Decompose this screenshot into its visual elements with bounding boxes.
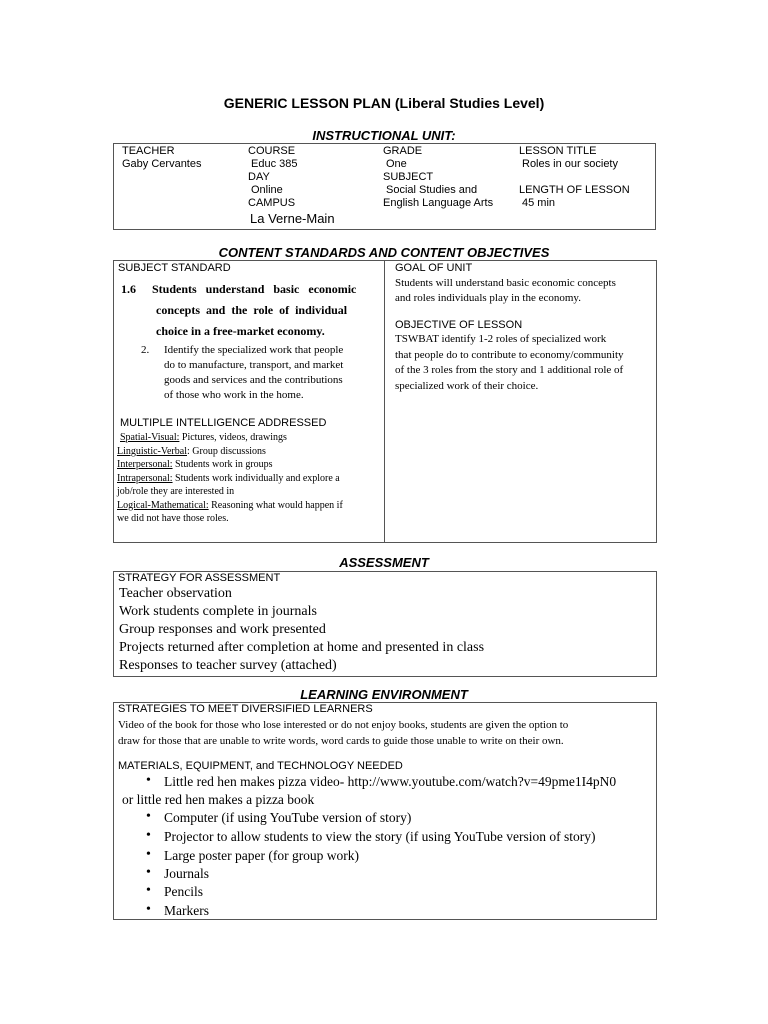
mi-desc: Reasoning what would happen if — [208, 499, 343, 511]
assessment-item: Work students complete in journals — [119, 604, 317, 619]
assessment-item: Responses to teacher survey (attached) — [119, 658, 337, 673]
materials-item: Large poster paper (for group work) — [164, 848, 360, 863]
assessment-strategy-label: STRATEGY FOR ASSESSMENT — [118, 572, 281, 584]
lesson-title-label: LESSON TITLE — [519, 145, 597, 157]
mi-term: Spatial-Visual: — [120, 432, 180, 443]
mi-desc: Students work in groups — [172, 459, 273, 470]
teacher-label: TEACHER — [122, 145, 175, 157]
instructional-unit-heading: INSTRUCTIONAL UNIT: — [312, 128, 456, 143]
mi-desc: : Group discussions — [186, 445, 266, 457]
diversified-line-2: draw for those that are unable to write words, word cards to guide those unable to write on their own. — [118, 735, 564, 747]
sub-standard-line-1: Identify the specialized work that people — [164, 344, 344, 356]
goal-line-1: Students will understand basic economic concepts — [395, 277, 616, 289]
mi-desc: job/role they are interested in — [117, 486, 235, 497]
mi-label: MULTIPLE INTELLIGENCE ADDRESSED — [120, 417, 327, 429]
bullet-icon: • — [146, 828, 151, 843]
diversified-learners-label: STRATEGIES TO MEET DIVERSIFIED LEARNERS — [118, 703, 373, 715]
goal-label: GOAL OF UNIT — [395, 262, 473, 274]
materials-item: Journals — [164, 866, 209, 881]
subject-standard-label: SUBJECT STANDARD — [118, 262, 231, 274]
subject-value-line1: Social Studies and — [386, 184, 478, 196]
assessment-list — [119, 585, 484, 675]
mi-term: Intrapersonal: — [117, 472, 173, 484]
grade-value: One — [386, 158, 407, 170]
goal-line-2: and roles individuals play in the economy. — [395, 292, 581, 304]
materials-item: Computer (if using YouTube version of story) — [164, 810, 412, 825]
objective-text — [395, 332, 624, 394]
mi-desc: we did not have those roles. — [117, 513, 229, 524]
materials-item: Markers — [164, 903, 209, 918]
assessment-item: Group responses and work presented — [119, 622, 326, 637]
day-value: Online — [251, 184, 283, 196]
diversified-line-1: Video of the book for those who lose interested or do not enjoy books, students are given the option to — [118, 719, 569, 731]
standard-line-2: concepts and the role of individual — [156, 303, 348, 317]
mi-term: Logical-Mathematical: — [117, 499, 209, 511]
assessment-item: Teacher observation — [119, 586, 232, 601]
sub-standard-line-4: of those who work in the home. — [164, 389, 304, 401]
mi-item — [120, 431, 343, 445]
materials-item: Projector to allow students to view the story (if using YouTube version of story) — [164, 829, 596, 844]
content-standards-heading: CONTENT STANDARDS AND CONTENT OBJECTIVES — [218, 245, 550, 260]
sub-standard-line-2: do to manufacture, transport, and market — [164, 359, 344, 371]
bullet-icon: • — [146, 809, 151, 824]
bullet-icon: • — [146, 865, 151, 880]
mi-item — [117, 512, 343, 526]
sub-standard-number: 2. — [141, 344, 150, 356]
bullet-icon: • — [146, 773, 151, 788]
objective-label: OBJECTIVE OF LESSON — [395, 319, 523, 331]
bullet-icon: • — [146, 902, 151, 917]
standard-line-3: choice in a free-market economy. — [156, 324, 325, 338]
lesson-title-value: Roles in our society — [522, 158, 618, 170]
subject-label: SUBJECT — [383, 171, 434, 183]
materials-label: MATERIALS, EQUIPMENT, and TECHNOLOGY NEEDED — [118, 760, 403, 772]
mi-item — [117, 485, 343, 499]
bullet-icon: • — [146, 847, 151, 862]
learning-environment-heading: LEARNING ENVIRONMENT — [300, 687, 468, 702]
materials-item: Little red hen makes pizza video- http://www.youtube.com/watch?v=49pme1I4pN0 — [164, 774, 617, 789]
assessment-item: Projects returned after completion at home and presented in class — [119, 640, 485, 655]
grade-label: GRADE — [383, 145, 423, 157]
campus-value: La Verne-Main — [250, 211, 335, 226]
sub-standard-line-3: goods and services and the contributions — [164, 374, 343, 386]
mi-item — [117, 472, 343, 486]
standard-number: 1.6 — [121, 282, 136, 296]
materials-item: Pencils — [164, 884, 203, 899]
course-label: COURSE — [248, 145, 296, 157]
length-value: 45 min — [522, 197, 556, 209]
mi-term: Interpersonal: — [117, 459, 173, 470]
objective-line: specialized work of their choice. — [395, 379, 539, 392]
mi-desc: Students work individually and explore a — [172, 472, 340, 484]
mi-item — [117, 445, 343, 459]
objective-line: TSWBAT identify 1-2 roles of specialized work — [395, 333, 607, 345]
mi-item — [117, 458, 343, 472]
content-standards-divider — [384, 260, 385, 543]
objective-line: that people do to contribute to economy/community — [395, 348, 624, 361]
bullet-icon: • — [146, 883, 151, 898]
document-title: GENERIC LESSON PLAN (Liberal Studies Level) — [223, 95, 545, 111]
subject-value-line2: English Language Arts — [383, 197, 494, 209]
mi-desc: Pictures, videos, drawings — [179, 432, 287, 443]
day-label: DAY — [248, 171, 270, 183]
assessment-heading: ASSESSMENT — [339, 555, 429, 570]
length-label: LENGTH OF LESSON — [519, 184, 630, 196]
materials-item-continuation: or little red hen makes a pizza book — [122, 792, 315, 807]
course-value: Educ 385 — [251, 158, 298, 170]
teacher-value: Gaby Cervantes — [122, 158, 202, 170]
standard-line-1: Students understand basic economic — [152, 282, 357, 296]
mi-term: Linguistic-Verbal — [117, 445, 187, 457]
mi-item — [117, 499, 343, 513]
campus-label: CAMPUS — [248, 197, 296, 209]
objective-line: of the 3 roles from the story and 1 additional role of — [395, 364, 624, 376]
mi-list — [117, 431, 343, 526]
